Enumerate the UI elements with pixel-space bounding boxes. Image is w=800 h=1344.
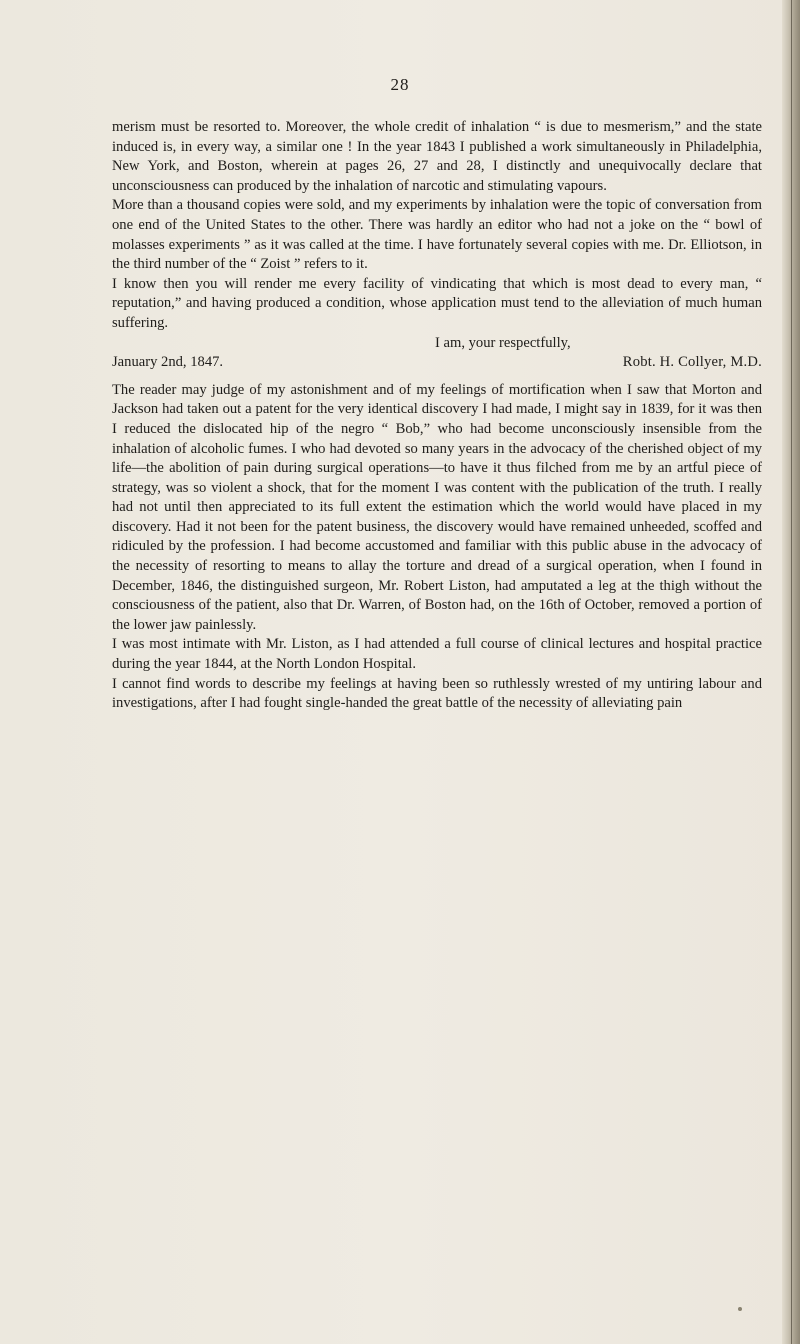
body-text (112, 118, 762, 714)
paragraph-2: More than a thousand copies were sold, and my experiments by inhalation were the topic of conversation from one end of the United States to the other. There was hardly an editor who had not a joke on the “ bowl of molasses experiments ” as it was called at the time. I have fortunately several copies with me. Dr. Elliotson, in the third number of the “ Zoist ” refers to it. (112, 197, 762, 273)
paragraph-6: I cannot find words to describe my feelings at having been so ruthlessly wrested of my untiring labour and investigations, after I had fought single-handed the great battle of the necessity of alleviating pain (112, 675, 762, 712)
page-edge-shadow (782, 0, 800, 1344)
paragraph-3: I know then you will render me every facility of vindicating that which is most dead to every man, “ reputation,” and having produced a condition, whose application must tend to the alleviation of much human suffering. (112, 275, 762, 331)
page-number: 28 (390, 75, 410, 94)
paragraph-4: The reader may judge of my astonishment and of my feelings of mortification when I saw that Morton and Jackson had taken out a patent for the very identical discovery I had made, I might say in 1839, for it was then I reduced the dislocated hip of the negro “ Bob,” who had become unconsciously insensible from the inhalation of alcoholic fumes. I who had devoted so many years in the advocacy of the cherished object of my life—the abolition of pain during surgical operations—to have it thus filched from me by an artful piece of strategy, was so violent a shock, that for the moment I was content with the publication of the truth. I really had not until then appreciated to its full extent the estimation which the world would have placed in my discovery. Had it not been for the patent business, the discovery would have remained unheeded, scoffed and ridiculed by the profession. I had become accustomed and familiar with this public abuse in the advocacy of the necessity of resorting to means to allay the torture and dread of a surgical operation, when I found in December, 1846, the distinguished surgeon, Mr. Robert Liston, had amputated a leg at the thigh without the consciousness of the patient, also that Dr. Warren, of Boston had, on the 16th of October, removed a portion of the lower jaw painlessly. (112, 381, 762, 633)
paragraph-5: I was most intimate with Mr. Liston, as I had attended a full course of clinical lectures and hospital practice during the year 1844, at the North London Hospital. (112, 636, 762, 673)
page-edge-line (791, 0, 792, 1344)
signature-line (112, 353, 762, 373)
letter-closing: I am, your respectfully, (435, 334, 571, 351)
paragraph-1: merism must be resorted to. Moreover, the whole credit of inhalation “ is due to mesmerism,” and the state induced is, in every way, a similar one ! In the year 1843 I published a work simultaneously in Philadelphia, New York, and Boston, wherein at pages 26, 27 and 28, I distinctly and unequivocally declare that unconsciousness can produced by the inhalation of narcotic and stimulating vapours. (112, 119, 762, 194)
section-gap (112, 373, 762, 381)
letter-date: January 2nd, 1847. (112, 354, 224, 371)
letter-signer: Robt. H. Collyer, M.D. (622, 354, 762, 371)
paper-speck (738, 1307, 742, 1311)
